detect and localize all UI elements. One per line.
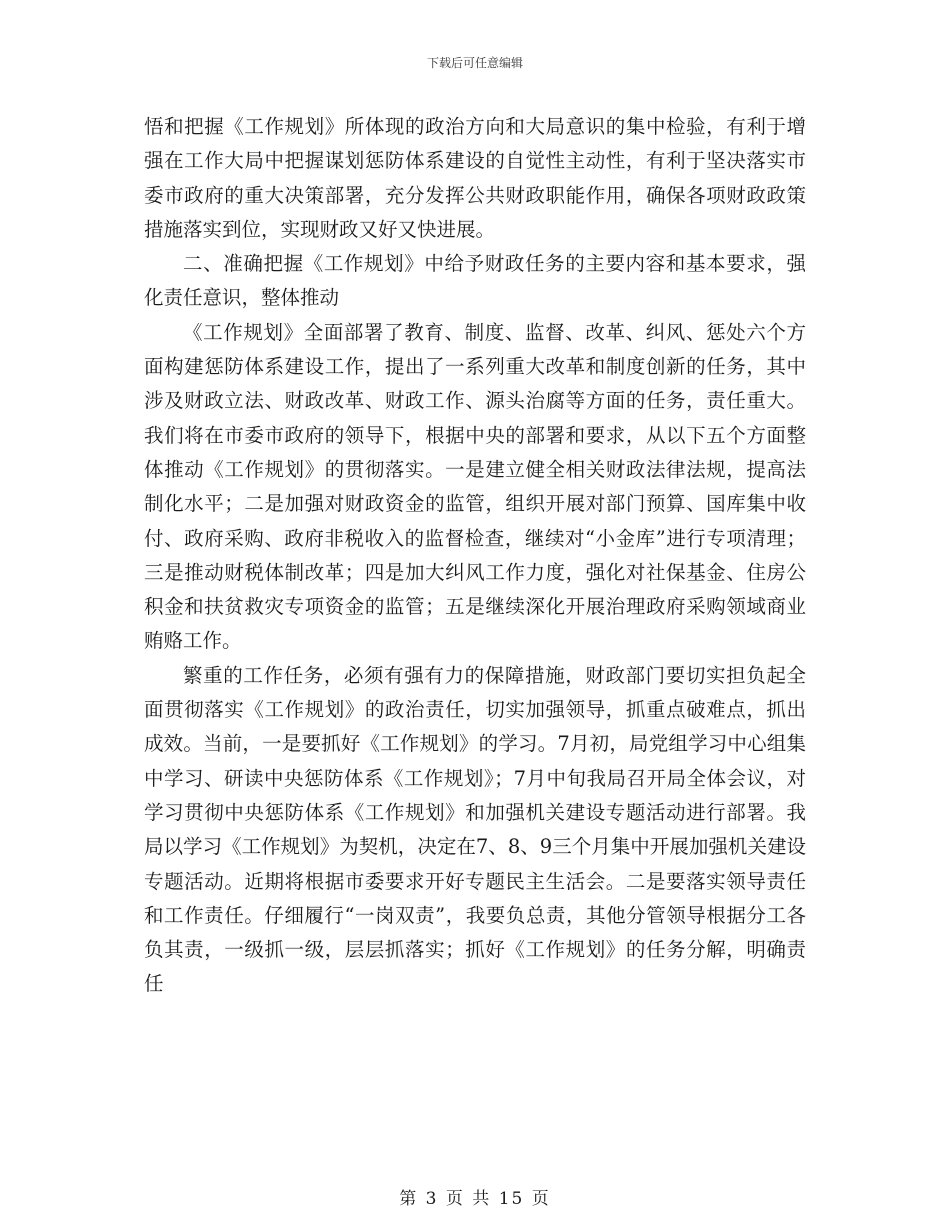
paragraph-continuation: 悟和把握《工作规划》所体现的政治方向和大局意识的集中检验，有利于增强在工作大局中把握谋划惩防体系建设的自觉性主动性，有利于坚决落实市委市政府的重大决策部署，充分发挥公共财政职能作用，确保各项财政政策措施落实到位，实现财政又好又快进展。 [144, 115, 806, 241]
page-header: 下载后可任意编辑 [426, 56, 523, 70]
document-body [144, 110, 806, 1002]
paragraph: 《工作规划》全面部署了教育、制度、监督、改革、纠风、惩处六个方面构建惩防体系建设工作，提出了一系列重大改革和制度创新的任务，其中涉及财政立法、财政改革、财政工作、源头治腐等方面的任务，责任重大。我们将在市委市政府的领导下，根据中央的部署和要求，从以下五个方面整体推动《工作规划》的贯彻落实。一是建立健全相关财政法律法规，提高法制化水平；二是加强对财政资金的监管，组织开展对部门预算、国库集中收付、政府采购、政府非税收入的监督检查，继续对“小金库”进行专项清理；三是推动财税体制改革；四是加大纠风工作力度，强化对社保基金、住房公积金和扶贫救灾专项资金的监管；五是继续深化开展治理政府采购领域商业贿赂工作。 [144, 320, 806, 653]
section-heading: 二、准确把握《工作规划》中给予财政任务的主要内容和基本要求，强化责任意识，整体推动 [144, 252, 806, 310]
page-number-footer: 第 3 页 共 15 页 [399, 1189, 551, 1209]
paragraph: 繁重的工作任务，必须有强有力的保障措施，财政部门要切实担负起全面贯彻落实《工作规划》的政治责任，切实加强领导，抓重点破难点，抓出成效。当前，一是要抓好《工作规划》的学习。7月初，局党组学习中心组集中学习、研读中央惩防体系《工作规划》；7月中旬我局召开局全体会议，对学习贯彻中央惩防体系《工作规划》和加强机关建设专题活动进行部署。我局以学习《工作规划》为契机，决定在7、8、9三个月集中开展加强机关建设专题活动。近期将根据市委要求开好专题民主生活会。二是要落实领导责任和工作责任。仔细履行“一岗双责”，我要负总责，其他分管领导根据分工各负其责，一级抓一级，层层抓落实；抓好《工作规划》的任务分解，明确责任 [144, 663, 806, 996]
